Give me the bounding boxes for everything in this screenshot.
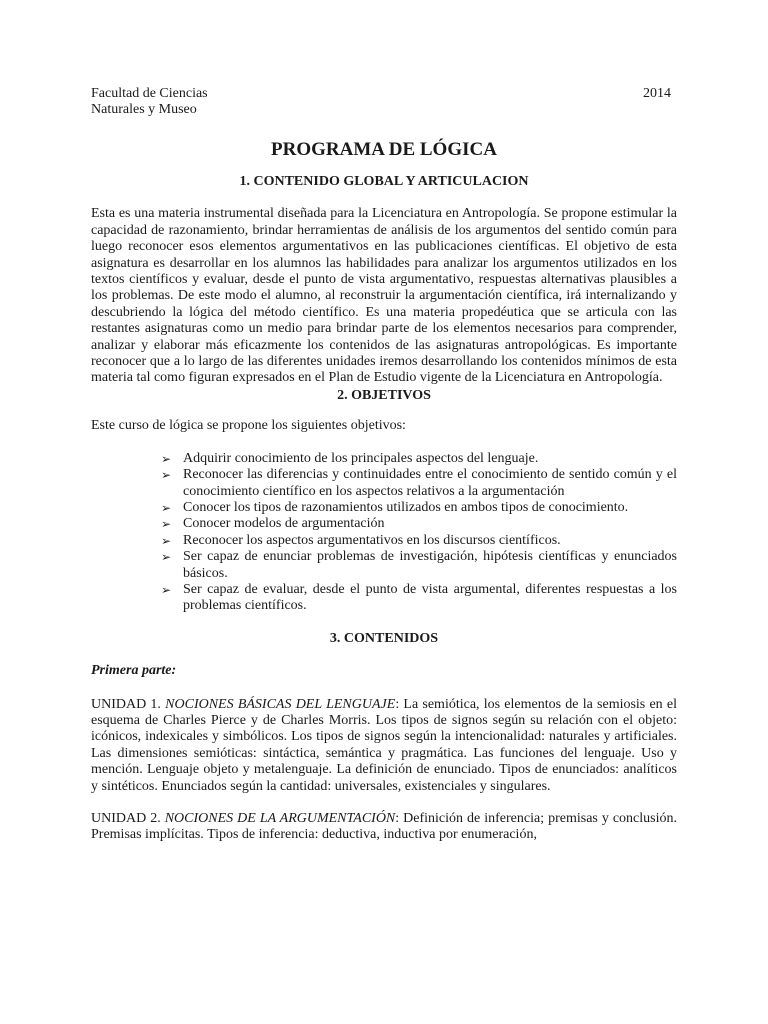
unit-1-body: : La semiótica, los elementos de la semiosis en el esquema de Charles Pierce y de Charles Morris. Los tipos de signos según su relación con el objeto: icónicos, indexicales y simbólicos. Los tipos de signos según la intencionalidad: naturales y artificiales. Las dimensiones semióticas: sintáctica, semántica y pragmática. Las funciones del lenguaje. Uso y mención. Lenguaje objeto y metalenguaje. La definición de enunciado. Tipos de enunciados: analíticos y sintéticos. Enunciados según la cantidad: universales, existenciales y singulares.	[91, 696, 678, 794]
objective-text: Reconocer las diferencias y continuidades entre el conocimiento de sentido común y el conocimiento científico en los aspectos relativos a la argumentación	[183, 467, 677, 499]
unit-1-title: NOCIONES BÁSICAS DEL LENGUAJE	[165, 696, 396, 712]
objective-text: Conocer los tipos de razonamientos utilizados en ambos tipos de conocimiento.	[183, 499, 629, 515]
section-1-paragraph: Esta es una materia instrumental diseñada para la Licenciatura en Antropología. Se propone estimular la capacidad de razonamiento, brindar herramientas de análisis de los argumentos del sentido común para luego reconocer esos elementos argumentativos en las publicaciones científicas. El objetivo de esta asignatura es desarrollar en los alumnos las habilidades para analizar los argumentos utilizados en los textos científicos y evaluar, desde el punto de vista argumentativo, respuestas alternativas plausibles a los problemas. De este modo el alumno, al reconstruir la argumentación científica, irá internalizando y descubriendo la lógica del método científico. Es una materia propedéutica que se articula con las restantes asignaturas como un medio para brindar parte de los elementos necesarios para comprender, analizar y elaborar más eficazmente los contenidos de las asignaturas antropológicas. Es importante reconocer que a lo largo de las diferentes unidades iremos desarrollando los contenidos mínimos de esta materia tal como figuran expresados en el Plan de Estudio vigente de la Licenciatura en Antropología.	[91, 206, 677, 386]
objectives-list	[91, 451, 677, 615]
document-page	[91, 86, 677, 844]
unit-2-body: : Definición de inferencia; premisas y conclusión. Premisas implícitas. Tipos de inferencia: deductiva, inductiva por enumeración,	[91, 811, 677, 843]
objective-text: Ser capaz de enunciar problemas de investigación, hipótesis científicas y enunciados básicos.	[183, 549, 677, 581]
document-header	[91, 86, 677, 120]
section-2-heading: 2. OBJETIVOS	[337, 387, 431, 403]
objective-item	[161, 533, 677, 549]
institution-line-1: Facultad de Ciencias	[91, 86, 208, 101]
document-year: 2014	[643, 86, 671, 101]
objective-text: Adquirir conocimiento de los principales aspectos del lenguaje.	[183, 450, 539, 466]
unit-2-paragraph	[91, 811, 677, 844]
arrowhead-bullet-icon: ➢	[161, 582, 172, 597]
objectives-intro: Este curso de lógica se propone los siguientes objetivos:	[91, 418, 406, 434]
unit-2-label: UNIDAD 2.	[91, 811, 161, 826]
section-1-heading: 1. CONTENIDO GLOBAL Y ARTICULACION	[239, 174, 529, 189]
objective-item	[161, 549, 677, 582]
objective-text: Reconocer los aspectos argumentativos en los discursos científicos.	[183, 532, 561, 548]
unit-1-paragraph	[91, 697, 677, 795]
institution-line-2: Naturales y Museo	[91, 102, 197, 118]
objective-item	[161, 500, 677, 516]
unit-2-title: NOCIONES DE LA ARGUMENTACIÓN	[164, 811, 396, 826]
unit-1-label: UNIDAD 1.	[91, 696, 161, 712]
arrowhead-bullet-icon: ➢	[161, 533, 172, 548]
part-label: Primera parte:	[91, 663, 177, 679]
institution-name	[91, 86, 208, 119]
objective-item	[161, 516, 677, 532]
section-3-heading: 3. CONTENIDOS	[329, 630, 439, 646]
arrowhead-bullet-icon: ➢	[161, 451, 172, 466]
arrowhead-bullet-icon: ➢	[161, 500, 172, 515]
objective-text: Conocer modelos de argumentación	[183, 516, 385, 532]
arrowhead-bullet-icon: ➢	[161, 550, 172, 565]
document-title: PROGRAMA DE LÓGICA	[271, 139, 497, 160]
objective-item	[161, 451, 677, 467]
arrowhead-bullet-icon: ➢	[161, 468, 172, 483]
objective-text: Ser capaz de evaluar, desde el punto de vista argumental, diferentes respuestas a los problemas científicos.	[183, 581, 677, 614]
objective-item	[161, 467, 677, 500]
arrowhead-bullet-icon: ➢	[161, 517, 172, 532]
objective-item	[161, 582, 677, 615]
